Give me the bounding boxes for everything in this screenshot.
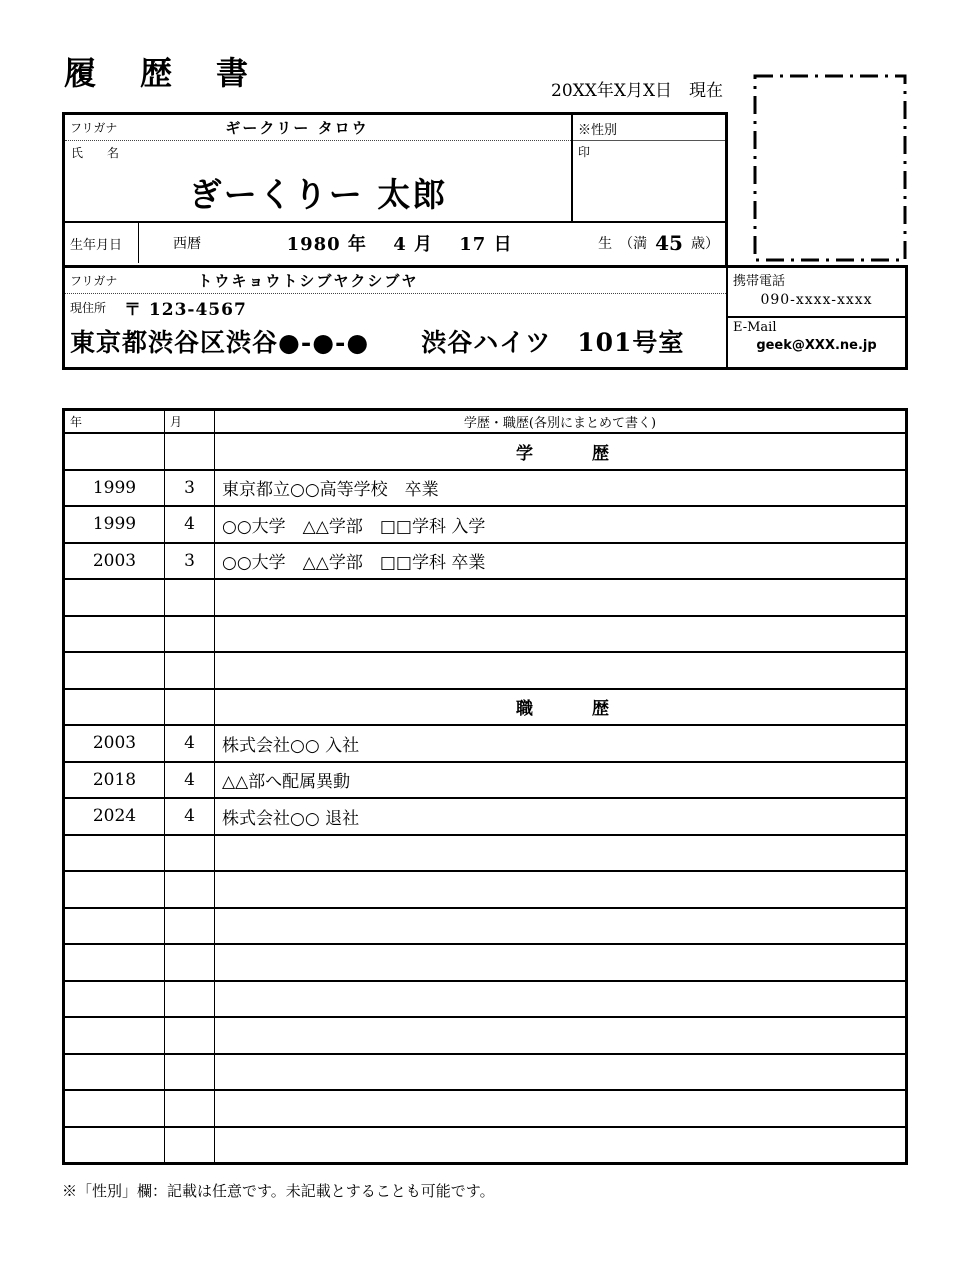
birthdate-content: [139, 223, 725, 263]
content-cell: [215, 981, 907, 1018]
content-cell: [215, 652, 907, 689]
month-cell: [165, 1090, 215, 1127]
month-cell: 4: [165, 798, 215, 835]
table-row: [64, 506, 907, 543]
table-row: [64, 543, 907, 580]
month-cell: [165, 616, 215, 653]
birth-age-prefix: 生 （満: [598, 236, 648, 252]
content-cell: [215, 1127, 907, 1164]
year-cell: 1999: [64, 470, 165, 507]
email-value: geek@XXX.ne.jp: [756, 338, 877, 353]
empty-row: [64, 652, 907, 689]
year-cell: [64, 689, 165, 726]
address-furigana-value: トウキョウトシブヤクシブヤ: [197, 272, 419, 290]
empty-row: [64, 908, 907, 945]
month-cell: 4: [165, 762, 215, 799]
year-cell: [64, 652, 165, 689]
month-cell: 4: [165, 725, 215, 762]
page-title: 履 歴 書: [64, 54, 255, 92]
table-row: [64, 798, 907, 835]
year-cell: 2003: [64, 725, 165, 762]
name-area: [65, 141, 571, 221]
history-header-row: [64, 410, 907, 434]
empty-row: [64, 1054, 907, 1091]
content-cell: 株式会社○○ 入社: [215, 725, 907, 762]
content-cell: [215, 1090, 907, 1127]
content-cell: 株式会社○○ 退社: [215, 798, 907, 835]
address-furigana-label: フリガナ: [70, 274, 118, 288]
content-cell: [215, 579, 907, 616]
current-date: 20XX年X月X日 現在: [551, 81, 724, 101]
gender-field-note: ※「性別」欄：記載は任意です。未記載とすることも可能です。: [62, 1182, 495, 1200]
year-cell: [64, 908, 165, 945]
photo-frame: [753, 74, 907, 262]
year-cell: [64, 579, 165, 616]
phone-value: 090-xxxx-xxxx: [760, 292, 873, 308]
birthdate-row: [65, 223, 725, 263]
email-label: E-Mail: [733, 320, 777, 335]
address-label: 現住所: [70, 301, 107, 315]
section-title: 職 歴: [215, 689, 907, 726]
name-section: [62, 112, 728, 268]
empty-row: [64, 1090, 907, 1127]
seal-label: 印: [578, 145, 591, 159]
month-cell: 3: [165, 543, 215, 580]
empty-row: [64, 835, 907, 872]
year-cell: [64, 944, 165, 981]
phone-cell: [728, 268, 905, 318]
empty-row: [64, 871, 907, 908]
birth-age-suffix: 歳）: [690, 236, 719, 252]
content-cell: [215, 835, 907, 872]
empty-row: [64, 1017, 907, 1054]
address-value: 東京都渋谷区渋谷●-●-● 渋谷ハイツ 101号室: [70, 328, 685, 357]
seal-cell: [573, 141, 725, 221]
year-column-header: 年: [64, 410, 165, 434]
month-column-header: 月: [165, 410, 215, 434]
content-cell: [215, 908, 907, 945]
table-row: [64, 725, 907, 762]
name-column: [65, 115, 573, 221]
name-value: ぎーくりー 太郎: [188, 175, 448, 214]
gender-seal-column: [573, 115, 725, 221]
content-cell: ○○大学 △△学部 □□学科 卒業: [215, 543, 907, 580]
empty-row: [64, 981, 907, 1018]
content-cell: [215, 871, 907, 908]
section-title: 学 歴: [215, 433, 907, 470]
month-cell: 4: [165, 506, 215, 543]
postal-row: [65, 294, 726, 321]
year-cell: 2018: [64, 762, 165, 799]
table-row: [64, 762, 907, 799]
content-cell: [215, 1017, 907, 1054]
year-cell: [64, 835, 165, 872]
empty-row: [64, 1127, 907, 1164]
section-row: [64, 689, 907, 726]
birth-age-group: [598, 231, 719, 255]
month-cell: [165, 1054, 215, 1091]
month-cell: [165, 981, 215, 1018]
name-furigana-label: フリガナ: [70, 121, 118, 135]
year-cell: 2003: [64, 543, 165, 580]
year-cell: [64, 871, 165, 908]
content-cell: [215, 616, 907, 653]
gender-cell: [573, 115, 725, 141]
address-furigana-row: [65, 268, 726, 294]
empty-row: [64, 944, 907, 981]
year-cell: 1999: [64, 506, 165, 543]
year-cell: [64, 1054, 165, 1091]
year-cell: [64, 1017, 165, 1054]
content-cell: △△部へ配属異動: [215, 762, 907, 799]
empty-row: [64, 579, 907, 616]
email-cell: [728, 318, 905, 367]
table-row: [64, 470, 907, 507]
contact-column: [728, 268, 905, 367]
birth-era-label: 西暦: [173, 236, 201, 252]
address-section: [62, 265, 908, 370]
content-cell: [215, 1054, 907, 1091]
gender-label: ※性別: [578, 123, 618, 138]
year-cell: [64, 433, 165, 470]
month-cell: 3: [165, 470, 215, 507]
content-cell: 東京都立○○高等学校 卒業: [215, 470, 907, 507]
phone-label: 携帯電話: [733, 274, 786, 289]
address-column: [65, 268, 728, 367]
year-cell: [64, 616, 165, 653]
month-cell: [165, 579, 215, 616]
month-cell: [165, 652, 215, 689]
month-cell: [165, 835, 215, 872]
history-column-header: 学歴・職歴(各別にまとめて書く): [215, 410, 907, 434]
month-cell: [165, 871, 215, 908]
name-furigana-row: [65, 115, 571, 141]
month-cell: [165, 1017, 215, 1054]
history-table: [62, 408, 908, 1165]
month-cell: [165, 1127, 215, 1164]
postal-code-value: 〒 123-4567: [124, 300, 247, 320]
year-cell: [64, 1127, 165, 1164]
month-cell: [165, 944, 215, 981]
month-cell: [165, 433, 215, 470]
name-furigana-value: ギークリー タロウ: [225, 119, 369, 137]
year-cell: 2024: [64, 798, 165, 835]
content-cell: ○○大学 △△学部 □□学科 入学: [215, 506, 907, 543]
birth-age-value: 45: [655, 231, 683, 255]
name-label: 氏 名: [71, 146, 120, 160]
content-cell: [215, 944, 907, 981]
section-row: [64, 433, 907, 470]
name-section-top: [65, 115, 725, 223]
birthdate-label: 生年月日: [65, 223, 139, 263]
year-cell: [64, 1090, 165, 1127]
month-cell: [165, 908, 215, 945]
month-cell: [165, 689, 215, 726]
year-cell: [64, 981, 165, 1018]
birth-date-value: 1980 年 4 月 17 日: [286, 234, 513, 255]
empty-row: [64, 616, 907, 653]
